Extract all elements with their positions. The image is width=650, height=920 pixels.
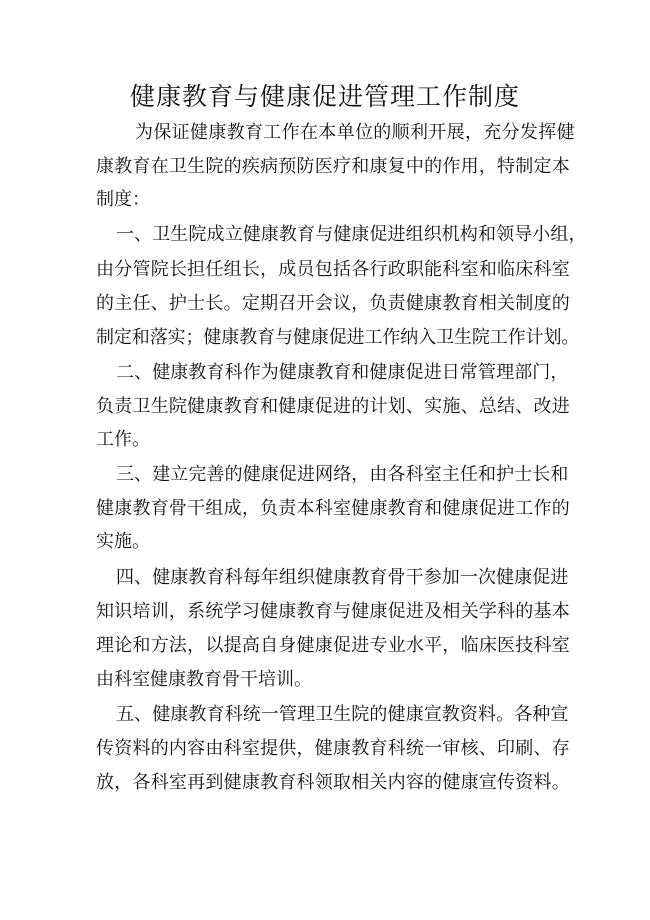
- paragraph-line: 制定和落实；健康教育与健康促进工作纳入卫生院工作计划。: [96, 327, 580, 348]
- paragraph-line: 康教育在卫生院的疾病预防医疗和康复中的作用，特制定本: [96, 156, 570, 177]
- paragraph-line: 负责卫生院健康教育和健康促进的计划、实施、总结、改进: [96, 396, 570, 417]
- paragraph-line: 五、健康教育科统一管理卫生院的健康宣教资料。各种宣: [116, 704, 569, 725]
- paragraph-line: 的主任、护士长。定期召开会议，负责健康教育相关制度的: [96, 293, 570, 314]
- paragraph-line: 一、卫生院成立健康教育与健康促进组织机构和领导小组，: [116, 224, 587, 245]
- paragraph-line: 为保证健康教育工作在本单位的顺利开展，充分发挥健: [135, 122, 575, 143]
- paragraph-line: 由科室健康教育骨干培训。: [96, 669, 312, 690]
- paragraph-line: 实施。: [96, 531, 150, 552]
- paragraph-line: 工作。: [96, 429, 150, 450]
- paragraph-line: 四、健康教育科每年组织健康教育骨干参加一次健康促进: [116, 567, 569, 588]
- document-title: 健康教育与健康促进管理工作制度: [129, 82, 520, 111]
- paragraph-line: 放，各科室再到健康教育科领取相关内容的健康宣传资料。: [96, 772, 570, 793]
- paragraph-line: 三、建立完善的健康促进网络，由各科室主任和护士长和: [116, 464, 569, 485]
- paragraph-line: 传资料的内容由科室提供，健康教育科统一审核、印刷、存: [96, 738, 570, 759]
- paragraph-line: 知识培训，系统学习健康教育与健康促进及相关学科的基本: [96, 601, 570, 622]
- paragraph-line: 由分管院长担任组长，成员包括各行政职能科室和临床科室: [96, 259, 570, 280]
- paragraph-line: 制度：: [96, 189, 150, 210]
- paragraph-line: 二、健康教育科作为健康教育和健康促进日常管理部门，: [116, 362, 569, 383]
- paragraph-line: 健康教育骨干组成，负责本科室健康教育和健康促进工作的: [96, 498, 570, 519]
- paragraph-line: 理论和方法，以提高自身健康促进专业水平，临床医技科室: [96, 635, 570, 656]
